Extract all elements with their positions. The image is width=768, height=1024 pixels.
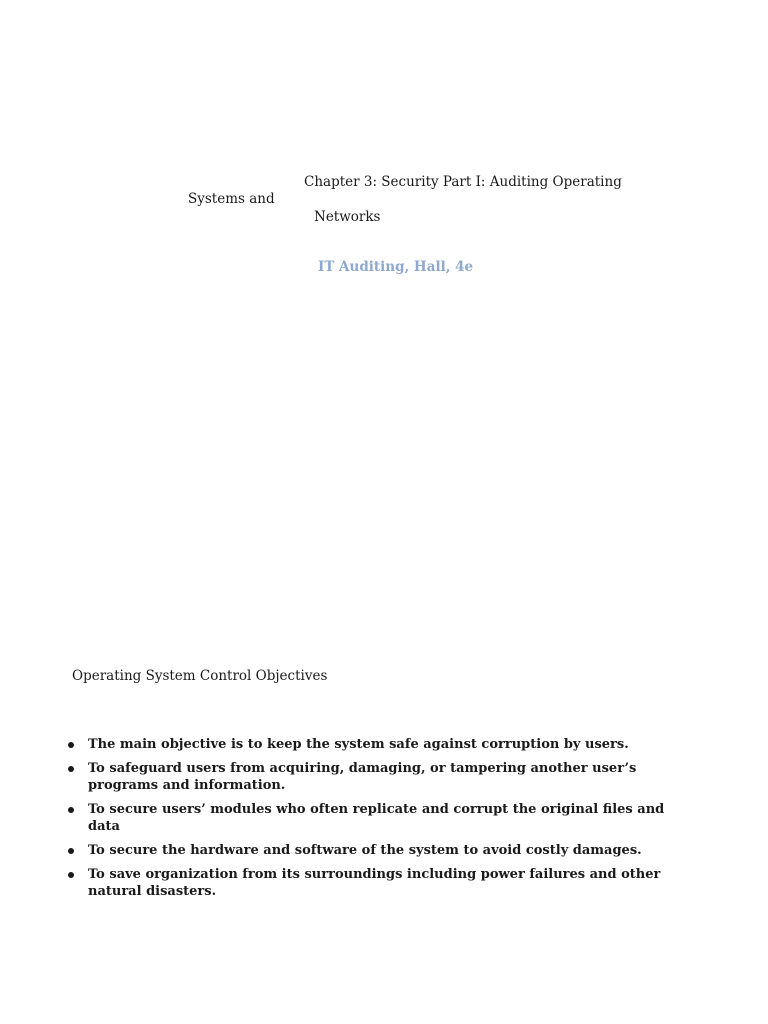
objective-item xyxy=(66,760,686,794)
bullet-icon xyxy=(68,766,74,772)
objective-text: To save organization from its surroundings including power failures and other natural disasters. xyxy=(88,867,661,899)
chapter-title-line-1: Chapter 3: Security Part I: Auditing Operating xyxy=(304,174,622,190)
book-subtitle: IT Auditing, Hall, 4e xyxy=(318,259,474,275)
chapter-title-line-2: Systems and xyxy=(188,191,275,207)
section-heading: Operating System Control Objectives xyxy=(72,668,328,684)
objective-text: The main objective is to keep the system safe against corruption by users. xyxy=(88,737,629,752)
objective-item xyxy=(66,801,686,835)
objective-item xyxy=(66,842,686,859)
bullet-icon xyxy=(68,807,74,813)
objective-text: To secure users’ modules who often replicate and corrupt the original files and data xyxy=(88,802,665,834)
chapter-title-line-3: Networks xyxy=(314,209,381,225)
bullet-icon xyxy=(68,872,74,878)
objective-text: To secure the hardware and software of the system to avoid costly damages. xyxy=(88,843,642,858)
objective-text: To safeguard users from acquiring, damaging, or tampering another user’s programs and information. xyxy=(88,761,637,793)
objective-item xyxy=(66,736,686,753)
bullet-icon xyxy=(68,742,74,748)
objectives-list xyxy=(66,736,686,907)
objective-item xyxy=(66,866,686,900)
bullet-icon xyxy=(68,848,74,854)
